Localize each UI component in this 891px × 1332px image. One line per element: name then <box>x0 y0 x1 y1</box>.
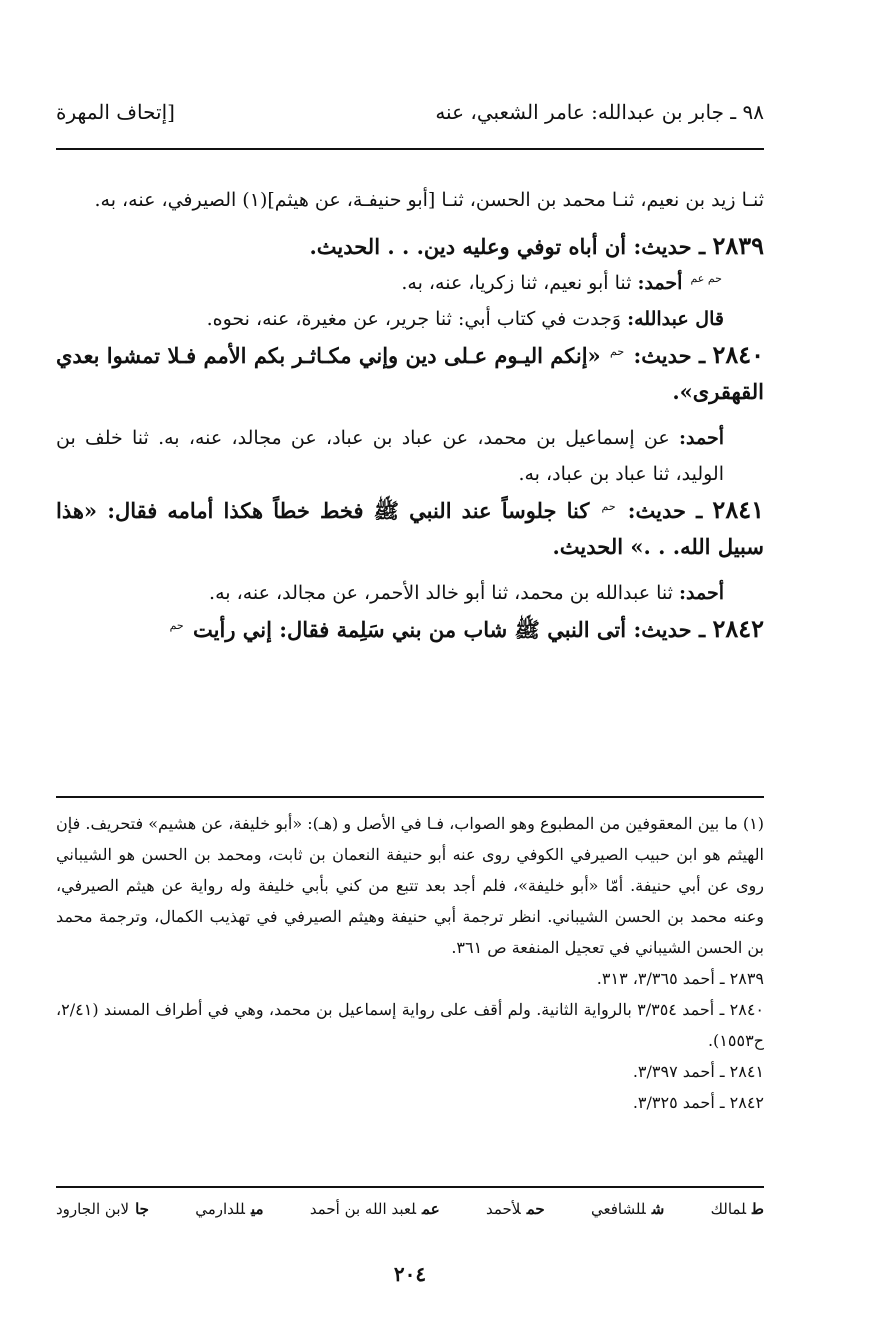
hadith-text: «إنكم اليـوم عـلى دين وإني مكـاثـر بكم الأمم فـلا تمشوا بعدي القهقرى». <box>55 343 764 404</box>
running-header <box>56 100 764 134</box>
source-text: ثنا عبدالله بن محمد، ثنا أبو خالد الأحمر، عن مجالد، عنه، به. <box>209 582 673 604</box>
source-sigla: حم <box>601 500 616 513</box>
source-label: أحمد: <box>679 427 724 449</box>
source-sigla: حم <box>169 619 184 632</box>
legend-rule <box>56 1186 764 1188</box>
hadith-2842 <box>56 611 764 648</box>
page-number: ٢٠٤ <box>393 1262 427 1286</box>
hadith-number: ٢٨٣٩ <box>712 231 764 260</box>
source-sigla: حم <box>610 345 625 358</box>
paragraph-ahmad-2839 <box>56 265 764 301</box>
hadith-2841 <box>56 492 764 565</box>
hadith-number: ٢٨٤٢ <box>712 614 764 643</box>
paragraph-ahmad-2840 <box>56 420 764 492</box>
footnote-rule <box>56 796 764 798</box>
hadith-label: ـ حديث: <box>627 498 703 523</box>
reference-2840: ٢٨٤٠ ـ أحمد ٣/٣٥٤ بالرواية الثانية. ولم أقف على رواية إسماعيل بن محمد، وهي في أطراف المسند (٢/٤١، ح١٥٥٣). <box>56 1000 764 1050</box>
hadith-label: ـ حديث: <box>633 343 706 368</box>
hadith-number: ٢٨٤١ <box>712 495 764 524</box>
hadith-2839 <box>56 228 764 265</box>
legend-item: طلمالك <box>710 1200 764 1218</box>
paragraph-isnad: ثنـا زيد بن نعيم، ثنـا محمد بن الحسن، ثنـا [أبو حنيفـة، عن هيثم](١) الصيرفي، عنه، به. <box>94 189 764 211</box>
hadith-text: أتى النبي ﷺ شاب من بني سَلِمة فقال: إني رأيت <box>193 617 627 642</box>
source-label: أحمد: <box>637 272 683 294</box>
paragraph-ahmad-2841 <box>56 575 764 611</box>
header-rule <box>56 148 764 150</box>
paragraph-abdullah-2839 <box>56 301 764 337</box>
source-text: وَجدت في كتاب أبي: ثنا جرير، عن مغيرة، عنه، نحوه. <box>206 308 622 330</box>
footnote-1: (١) ما بين المعقوفين من المطبوع وهو الصواب، فـا في الأصل و (هـ): «أبو خليفة، عن هشيم» فتحريف. فإن الهيثم هو ابن حبيب الصيرفي الكوفي روى عنه أبو حنيفة النعمان بن ثابت، ومحمد بن الحسن هو الشيباني روى عن أبي حنيفة. أمّا «أبو خليفة»، فلم أجد بعد تتبع من كني بأبي خليفة وله رواية عن هيثم الصيرفي، وعنه محمد بن الحسن الشيباني. انظر ترجمة أبي حنيفة وهيثم الصيرفي في تهذيب الكمال، وترجمة محمد بن الحسن الشيباني في تعجيل المنفعة ص ٣٦١. <box>56 814 765 957</box>
header-chapter-title: ٩٨ ـ جابر بن عبدالله: عامر الشعبي، عنه <box>435 100 764 124</box>
legend-item: حملأحمد <box>485 1200 545 1218</box>
hadith-label: ـ حديث: <box>633 617 706 642</box>
legend-item: شللشافعي <box>590 1200 665 1218</box>
source-text: عن إسماعيل بن محمد، عن عباد بن عباد، عن مجالد، عنه، به. ثنا خلف بن الوليد، ثنا عباد بن عباد، به. <box>56 427 724 485</box>
legend-item: ميللدارمي <box>195 1200 264 1218</box>
source-label: أحمد: <box>679 582 724 604</box>
source-label: قال عبدالله: <box>627 308 724 330</box>
reference-2842: ٢٨٤٢ ـ أحمد ٣/٣٢٥. <box>632 1093 764 1112</box>
header-book-title: [إتحاف المهرة <box>56 100 175 124</box>
main-text <box>56 182 764 648</box>
reference-2841: ٢٨٤١ ـ أحمد ٣/٣٩٧. <box>632 1062 764 1081</box>
hadith-label: ـ حديث: <box>633 234 706 259</box>
source-text: ثنا أبو نعيم، ثنا زكريا، عنه، به. <box>401 272 632 294</box>
source-sigla: حم عم <box>690 271 722 285</box>
reference-2839: ٢٨٣٩ ـ أحمد ٣/٣٦٥، ٣١٣. <box>596 969 764 988</box>
hadith-number: ٢٨٤٠ <box>712 340 764 369</box>
legend-item: عملعبد الله بن أحمد <box>309 1200 440 1218</box>
hadith-text: كنا جلوساً عند النبي ﷺ فخط خطاً هكذا أمامه فقال: «هذا سبيل الله. . .» الحديث. <box>56 498 764 559</box>
footnotes <box>56 808 764 1118</box>
hadith-2840 <box>56 337 764 410</box>
hadith-text: أن أباه توفي وعليه دين. . . الحديث. <box>309 234 627 259</box>
sigla-legend <box>56 1200 764 1218</box>
document-page <box>56 0 764 1332</box>
legend-item: جالابن الجارود <box>56 1200 149 1218</box>
